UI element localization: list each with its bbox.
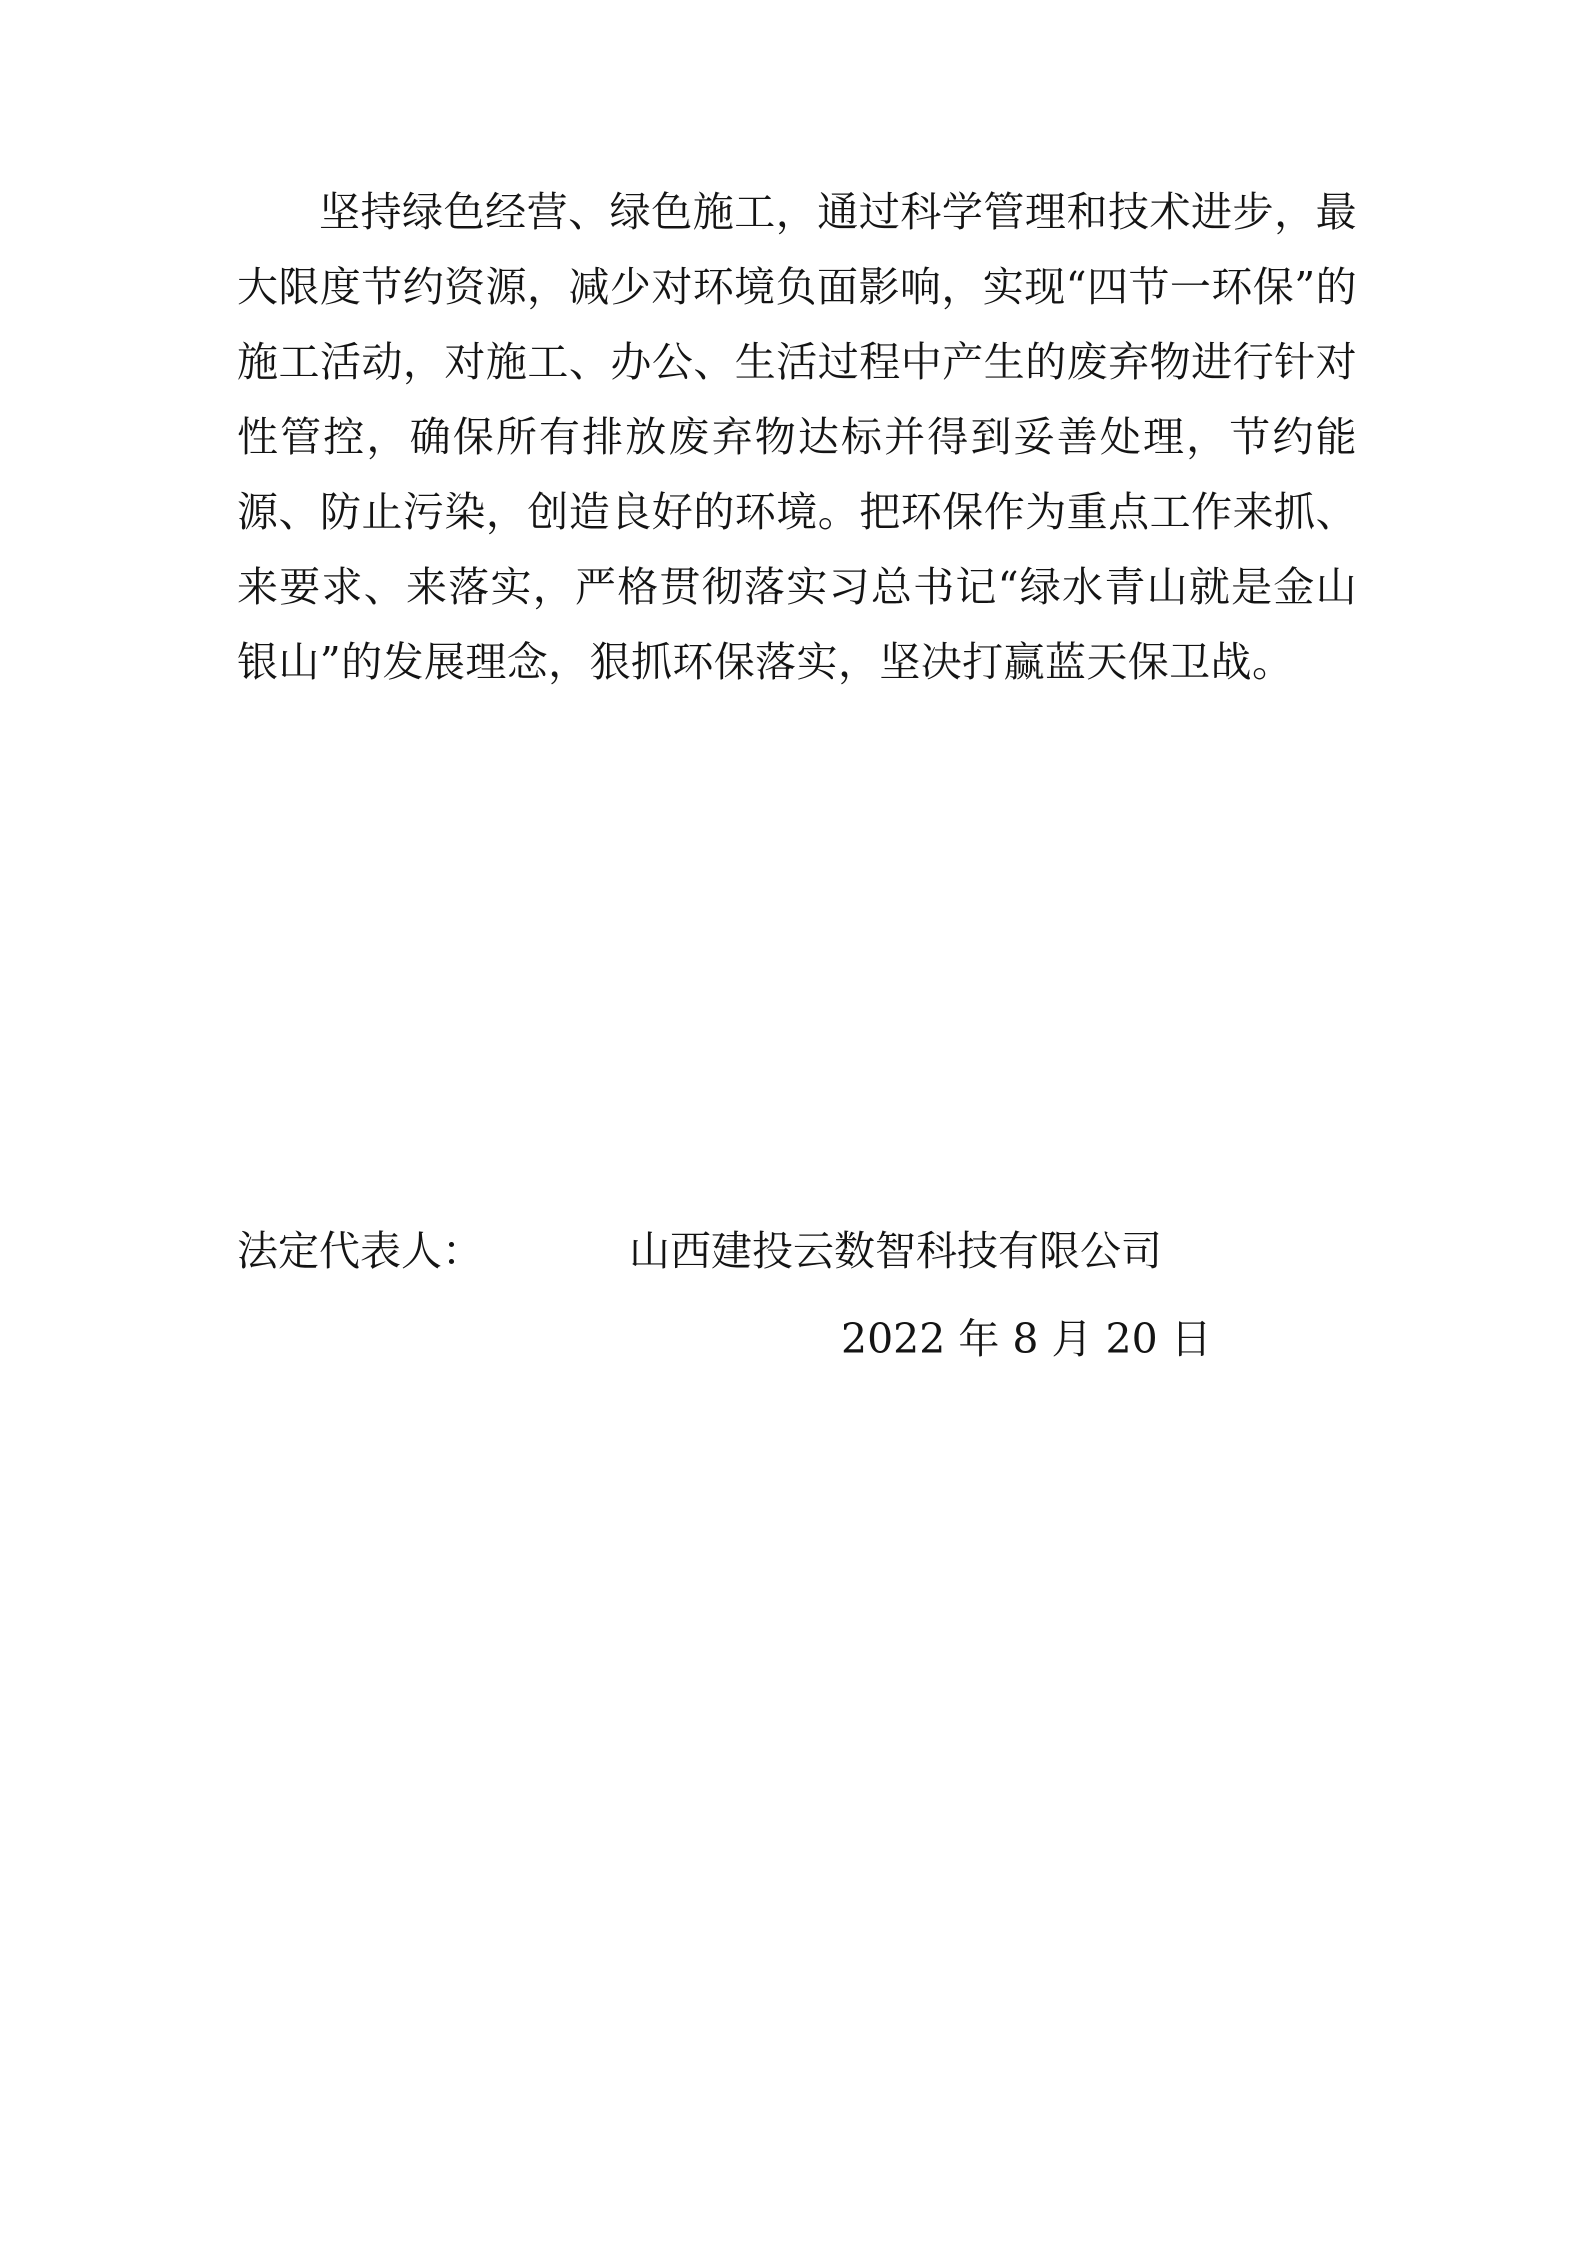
signature-date-row	[237, 1303, 1357, 1375]
signature-block	[237, 1215, 1357, 1375]
company-name: 山西建投云数智科技有限公司	[629, 1227, 1162, 1275]
document-body	[237, 175, 1357, 700]
signature-date: 2022 年 8 月 20 日	[841, 1315, 1212, 1363]
legal-representative-label: 法定代表人：	[237, 1227, 483, 1275]
signature-row	[237, 1215, 1357, 1287]
body-paragraph: 坚持绿色经营、绿色施工，通过科学管理和技术进步，最大限度节约资源，减少对环境负面影响，实现“四节一环保”的施工活动，对施工、办公、生活过程中产生的废弃物进行针对性管控，确保所有排放废弃物达标并得到妥善处理，节约能源、防止污染，创造良好的环境。把环保作为重点工作来抓、来要求、来落实，严格贯彻落实习总书记“绿水青山就是金山银山”的发展理念，狠抓环保落实，坚决打赢蓝天保卫战。	[237, 188, 1357, 686]
